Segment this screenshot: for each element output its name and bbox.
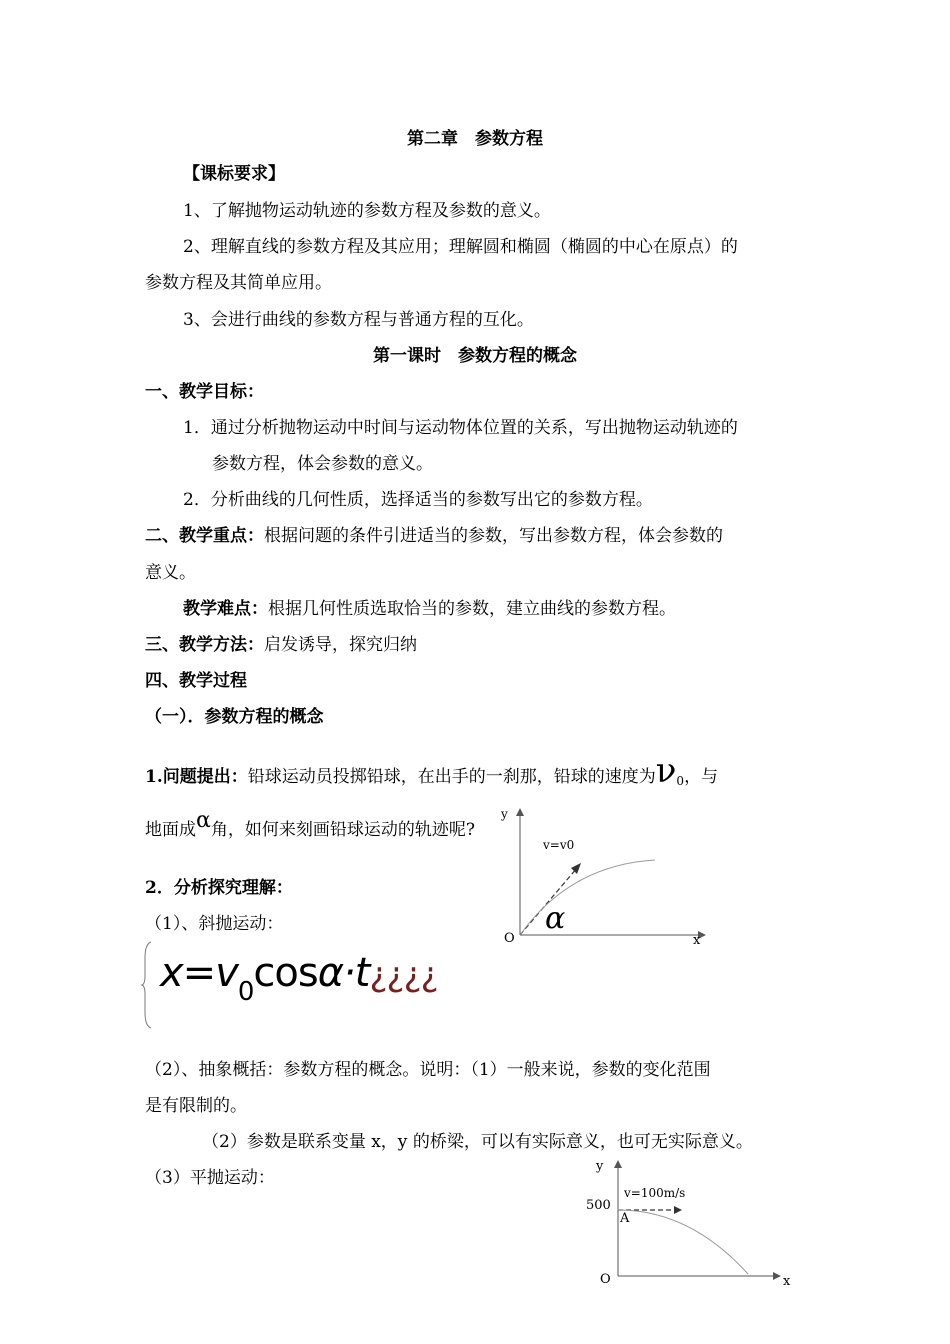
fig1-angle: α [545, 901, 566, 936]
difficulty-label: 教学难点： [183, 599, 268, 619]
problem-line2-b: 角，如何来刻画铅球运动的轨迹呢? [210, 820, 475, 840]
requirement-item-3: 3、会进行曲线的参数方程与普通方程的互化。 [183, 310, 534, 330]
eq-x: x [160, 950, 183, 996]
fig2-height: 500 [586, 1198, 611, 1213]
method-label: 三、教学方法： [145, 635, 264, 655]
fig1-x-label: x [693, 933, 701, 948]
requirement-item-2-cont: 参数方程及其简单应用。 [145, 273, 332, 293]
method [145, 634, 417, 656]
eq-equals: = [182, 950, 216, 996]
lesson-title: 第一课时 参数方程的概念 [373, 346, 577, 366]
abstraction-line-1: （2）、抽象概括：参数方程的概念。说明：（1）一般来说，参数的变化范围 [145, 1060, 711, 1080]
difficulty [183, 598, 676, 620]
difficulty-text: 根据几何性质选取恰当的参数，建立曲线的参数方程。 [268, 599, 676, 619]
goal-item-1-cont: 参数方程，体会参数的意义。 [212, 454, 433, 474]
key-points-text: 根据问题的条件引进适当的参数，写出参数方程，体会参数的 [264, 526, 723, 546]
oblique-projectile-figure [495, 800, 720, 950]
method-text: 启发诱导，探究归纳 [264, 635, 417, 655]
eq-alpha: α [317, 950, 344, 996]
fig2-x-label: x [783, 1274, 791, 1289]
problem-line-1 [145, 751, 719, 792]
v-symbol: ν [655, 751, 677, 791]
key-points-label: 二、教学重点： [145, 526, 264, 546]
problem-text-a: 铅球运动员投掷铅球，在出手的一刹那，铅球的速度为 [247, 767, 656, 787]
horizontal-projectile-figure [580, 1150, 800, 1290]
eq-garbled-chars: ¿¿¿¿ [369, 955, 438, 995]
fig1-y-label: y [501, 807, 508, 821]
goal-item-2: 2．分析曲线的几何性质，选择适当的参数写出它的参数方程。 [183, 490, 653, 510]
problem-label: 1.问题提出： [145, 767, 248, 787]
fig2-velocity: v=100m/s [624, 1186, 686, 1200]
chapter-title: 第二章 参数方程 [407, 129, 543, 149]
eq-v: v [215, 950, 238, 996]
key-points [145, 525, 723, 547]
section1-heading: （一）．参数方程的概念 [145, 707, 324, 727]
oblique-label: （1）、斜抛运动： [145, 914, 284, 934]
requirement-item-1: 1、了解抛物运动轨迹的参数方程及参数的意义。 [183, 201, 551, 221]
fig2-point-a: A [620, 1211, 630, 1226]
analysis-heading: 2．分析探究理解： [145, 878, 293, 898]
process-heading: 四、教学过程 [145, 671, 247, 691]
problem-line2-a: 地面成 [145, 820, 196, 840]
goal-item-1: 1．通过分析抛物运动中时间与运动物体位置的关系，写出抛物运动轨迹的 [183, 418, 738, 438]
horizontal-label: （3）平抛运动： [145, 1168, 275, 1188]
fig1-origin: O [504, 931, 515, 946]
problem-line-2 [145, 808, 475, 841]
problem-text-b: ，与 [684, 767, 719, 787]
abstraction-line-2: 是有限制的。 [145, 1096, 247, 1116]
abstraction-line-3: （2）参数是联系变量 x，y 的桥梁，可以有实际意义，也可无实际意义。 [202, 1132, 753, 1152]
alpha-symbol: α [196, 808, 211, 833]
goals-heading: 一、教学目标： [145, 382, 264, 402]
v-subscript: 0 [676, 774, 685, 788]
key-points-cont: 意义。 [145, 563, 196, 583]
equation-brace [140, 940, 154, 1030]
requirement-item-2: 2、理解直线的参数方程及其应用；理解圆和椭圆（椭圆的中心在原点）的 [183, 237, 738, 257]
eq-sub: 0 [237, 977, 254, 1007]
requirements-heading: 【课标要求】 [183, 164, 285, 184]
eq-cos: cos [253, 950, 318, 996]
fig2-origin: O [600, 1272, 611, 1287]
fig2-y-label: y [596, 1159, 604, 1174]
fig1-velocity: v=v0 [543, 838, 575, 852]
eq-dot-t: ·t [343, 950, 370, 996]
